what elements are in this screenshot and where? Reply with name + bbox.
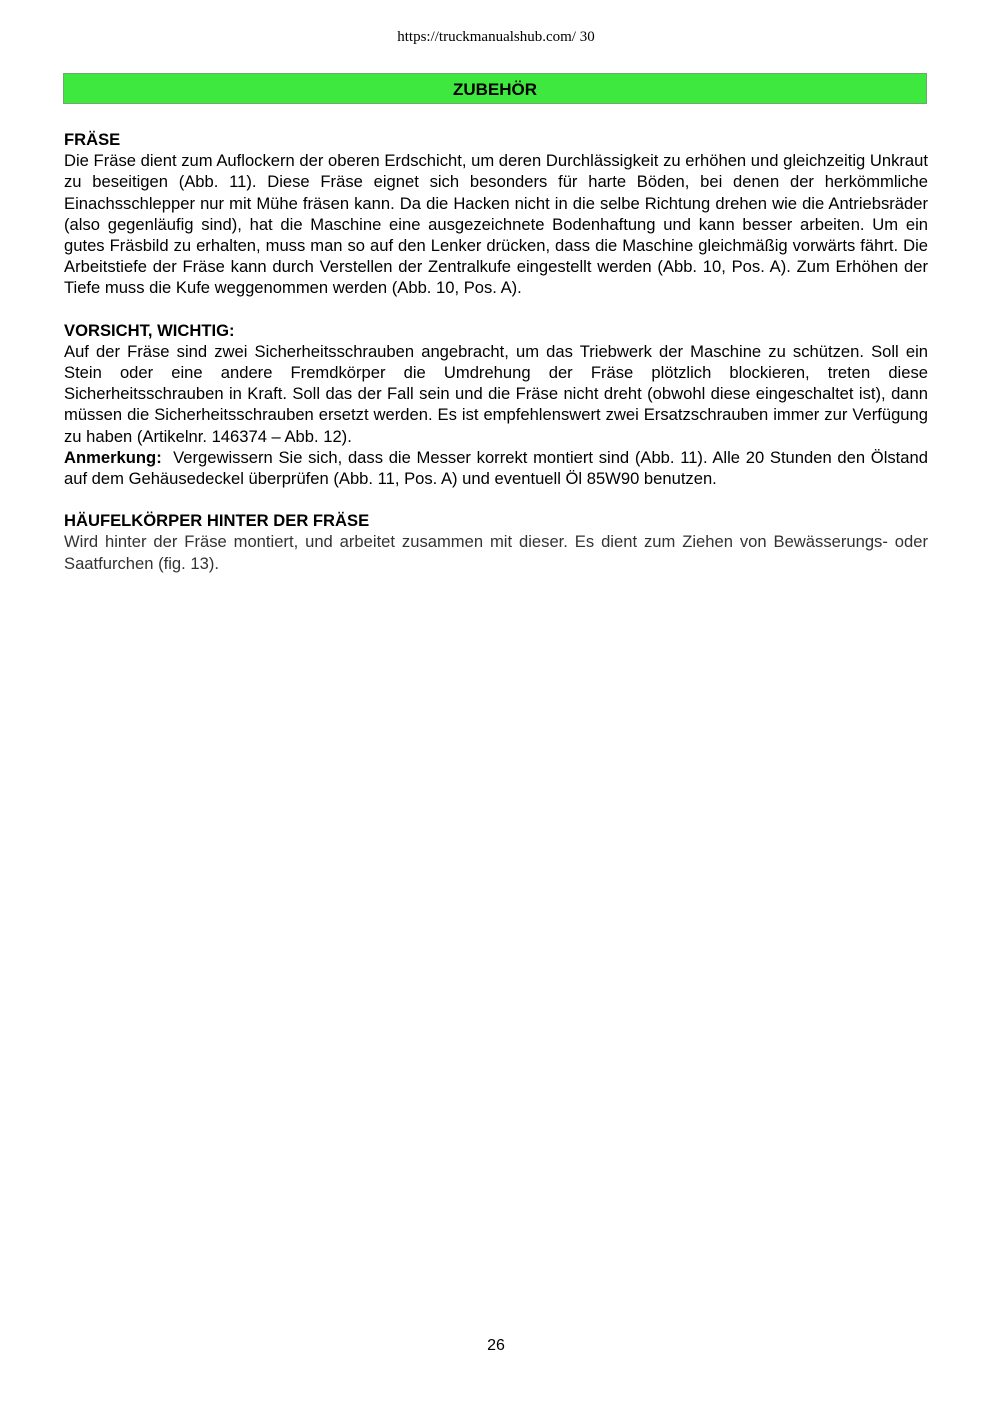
note-text: Vergewissern Sie sich, dass die Messer korrekt montiert sind (Abb. 11). Alle 20 Stunden den Ölstand auf dem Gehäusedeckel überprüfen (Abb. 11, Pos. A) und eventuell Öl 85W90 benutzen.	[64, 447, 928, 489]
section-title: ZUBEHÖR	[452, 80, 538, 99]
section-fraese	[64, 129, 928, 299]
source-url: https://truckmanualshub.com/ 30	[397, 29, 595, 45]
section-heading-haeufel: HÄUFELKÖRPER HINTER DER FRÄSE	[64, 511, 370, 531]
page-number: 26	[487, 1337, 505, 1354]
paragraph-spacer	[64, 489, 928, 510]
section-heading-fraese: FRÄSE	[64, 130, 121, 149]
paragraph-vorsicht: Auf der Fräse sind zwei Sicherheitsschrauben angebracht, um das Triebwerk der Maschine zu schützen. Soll ein Stein oder eine andere Fremdkörper die Umdrehung der Fräse plötzlich blockieren, treten diese Sicherheitsschrauben in Kraft. Soll das der Fall sein und die Fräse nicht dreht (obwohl diese eingeschaltet ist), dann müssen die Sicherheitsschrauben ersetzt werden. Es ist empfehlenswert zwei Ersatzschrauben immer zur Verfügung zu haben (Artikelnr. 146374 – Abb. 12).	[64, 341, 928, 446]
document-body	[64, 129, 928, 574]
paragraph-haeufel: Wird hinter der Fräse montiert, und arbeitet zusammen mit dieser. Es dient zum Ziehen von Bewässerungs- oder Saatfurchen (fig. 13).	[64, 532, 928, 573]
section-haeufel	[64, 510, 928, 574]
section-heading-vorsicht: VORSICHT, WICHTIG:	[64, 320, 235, 340]
paragraph-spacer	[64, 299, 928, 320]
note-paragraph	[64, 447, 928, 489]
paragraph-fraese: Die Fräse dient zum Auflockern der oberen Erdschicht, um deren Durchlässigkeit zu erhöhen und gleichzeitig Unkraut zu beseitigen (Abb. 11). Diese Fräse eignet sich besonders für harte Böden, bei denen der herkömmliche Einachsschlepper nur mit Mühe fräsen kann. Da die Hacken nicht in die selbe Richtung drehen wie die Antriebsräder (also gegenläufig sind), hat die Maschine eine ausgezeichnete Bodenhaftung und kann besser arbeiten. Um ein gutes Fräsbild zu erhalten, muss man so auf den Lenker drücken, dass die Maschine gleichmäßig vorwärts fährt. Die Arbeitstiefe der Fräse kann durch Verstellen der Zentralkufe eingestellt werden (Abb. 10, Pos. A). Zum Erhöhen der Tiefe muss die Kufe weggenommen werden (Abb. 10, Pos. A).	[64, 151, 928, 298]
section-vorsicht	[64, 320, 928, 490]
section-title-bar	[63, 73, 927, 104]
note-label: Anmerkung:	[64, 447, 162, 467]
